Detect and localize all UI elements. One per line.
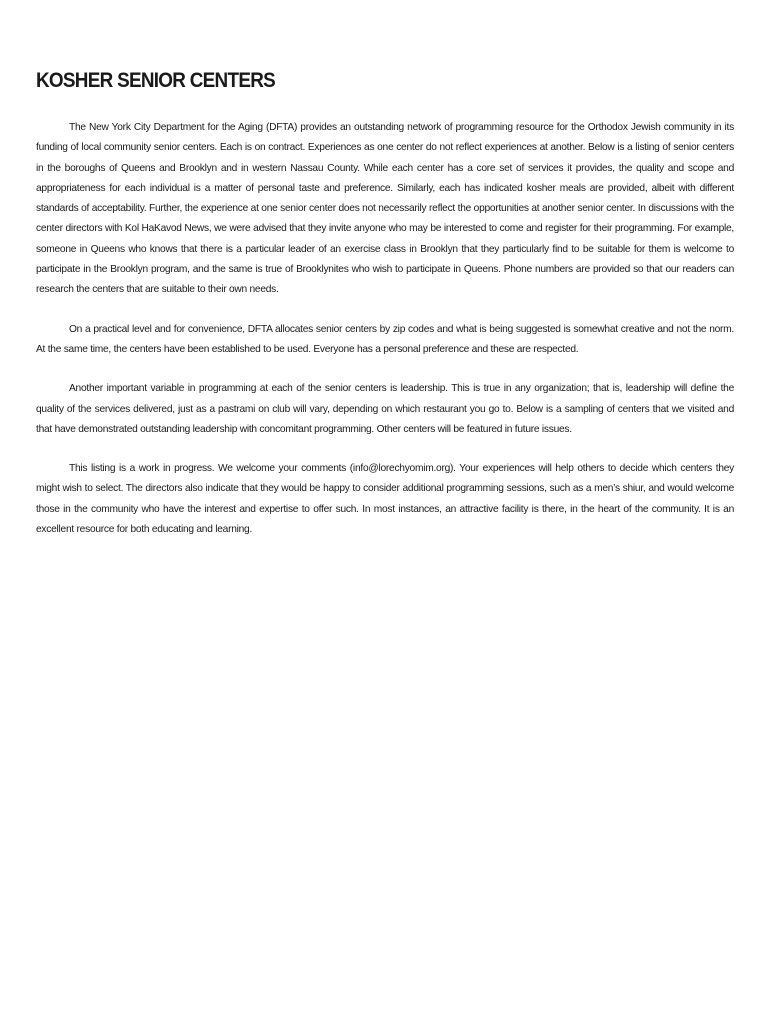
document-page (36, 64, 734, 559)
page-title: KOSHER SENIOR CENTERS (36, 69, 276, 92)
paragraph-intro: The New York City Department for the Aging (DFTA) provides an outstanding network of programming resource for the Orthodox Jewish community in its funding of local community senior centers. Each is on contract. Experiences as one center do not reflect experiences at another. Below is a listing of senior centers in the boroughs of Queens and Brooklyn and in western Nassau County. While each center has a core set of services it provides, the quality and scope and appropriateness for each individual is a matter of personal taste and preference. Similarly, each has indicated kosher meals are provided, albeit with different standards of acceptability. Further, the experience at one senior center does not necessarily reflect the opportunities at another senior center. In discussions with the center directors with Kol HaKavod News, we were advised that they invite anyone who may be interested to come and register for their programming. For example, someone in Queens who knows that there is a particular leader of an exercise class in Brooklyn that they particularly find to be suitable for them is welcome to participate in the Brooklyn program, and the same is true of Brooklynites who wish to participate in Queens. Phone numbers are provided so that our readers can research the centers that are suitable to their own needs. (36, 122, 734, 296)
paragraph-zip-codes: On a practical level and for convenience, DFTA allocates senior centers by zip codes and what is being suggested is somewhat creative and not the norm. At the same time, the centers have been established to be used. Everyone has a personal preference and these are respected. (36, 323, 734, 355)
paragraph-leadership: Another important variable in programming at each of the senior centers is leadership. This is true in any organization; that is, leadership will define the quality of the services delivered, just as a pastrami on club will vary, depending on which restaurant you go to. Below is a sampling of centers that we visited and that have demonstrated outstanding leadership with concomitant programming. Other centers will be featured in future issues. (36, 383, 734, 435)
paragraph-work-in-progress: This listing is a work in progress. We welcome your comments (info@lorechyomim.org). Your experiences will help others to decide which centers they might wish to select. The directors also indicate that they would be happy to consider additional programming sessions, such as a men’s shiur, and would welcome those in the community who have the interest and expertise to offer such. In most instances, an attractive facility is there, in the heart of the community. It is an excellent resource for both educating and learning. (36, 463, 734, 536)
